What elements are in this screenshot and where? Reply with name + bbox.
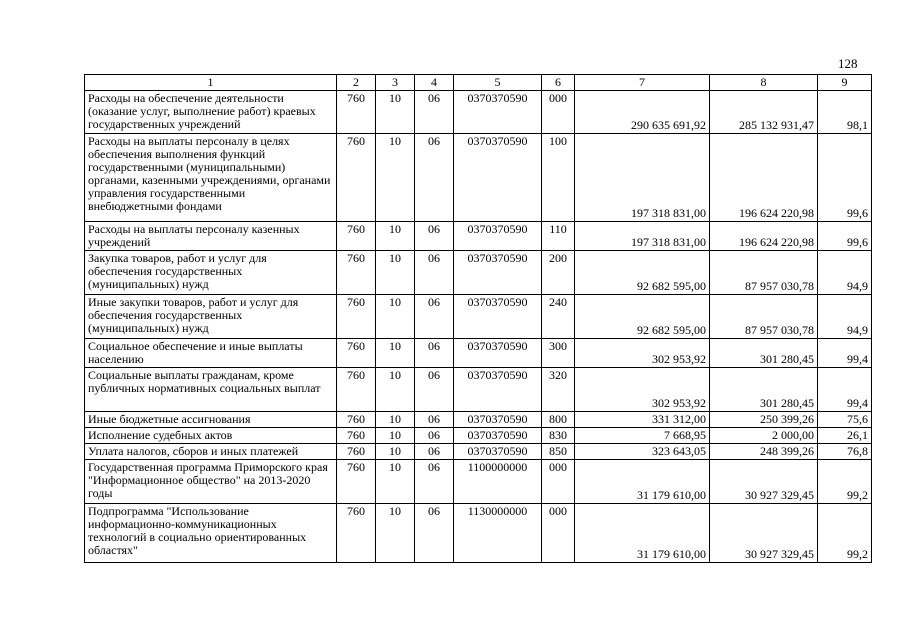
row-percent: 94,9 [818,251,872,295]
row-cell-6: 240 [542,295,575,339]
row-name-cell: Социальное обеспечение и иные выплаты населению [85,339,337,368]
table-row [85,222,872,251]
row-name-cell: Подпрограмма "Использование информационно-коммуникационных технологий в социально ориентированных областях" [85,504,337,563]
row-amount-plan: 31 179 610,00 [575,460,710,504]
row-cell-5: 0370370590 [454,251,542,295]
table-row [85,134,872,222]
row-cell-3: 10 [376,504,415,563]
row-cell-2: 760 [337,444,376,460]
row-cell-3: 10 [376,339,415,368]
row-cell-4: 06 [415,428,454,444]
row-cell-3: 10 [376,134,415,222]
row-name-cell: Расходы на выплаты персоналу казенных учреждений [85,222,337,251]
table-row [85,295,872,339]
row-amount-plan: 197 318 831,00 [575,222,710,251]
row-amount-actual: 30 927 329,45 [710,460,818,504]
row-cell-5: 0370370590 [454,339,542,368]
row-cell-3: 10 [376,295,415,339]
row-amount-plan: 7 668,95 [575,428,710,444]
row-cell-6: 200 [542,251,575,295]
row-cell-5: 1130000000 [454,504,542,563]
table-row [85,339,872,368]
table-row [85,412,872,428]
row-amount-actual: 87 957 030,78 [710,251,818,295]
row-amount-actual: 87 957 030,78 [710,295,818,339]
row-cell-6: 000 [542,91,575,134]
row-percent: 99,4 [818,368,872,412]
row-percent: 76,8 [818,444,872,460]
row-cell-5: 1100000000 [454,460,542,504]
row-cell-6: 830 [542,428,575,444]
table-row [85,368,872,412]
row-amount-actual: 2 000,00 [710,428,818,444]
row-percent: 99,6 [818,222,872,251]
header-cell-9: 9 [818,75,872,91]
row-cell-2: 760 [337,460,376,504]
row-name-cell: Государственная программа Приморского края "Информационное общество" на 2013-2020 годы [85,460,337,504]
row-cell-5: 0370370590 [454,444,542,460]
row-cell-3: 10 [376,91,415,134]
row-amount-actual: 248 399,26 [710,444,818,460]
table-row [85,91,872,134]
row-amount-plan: 290 635 691,92 [575,91,710,134]
table-row [85,444,872,460]
row-percent: 75,6 [818,412,872,428]
row-cell-4: 06 [415,222,454,251]
row-cell-6: 000 [542,460,575,504]
row-cell-3: 10 [376,412,415,428]
row-amount-actual: 250 399,26 [710,412,818,428]
table-row [85,504,872,563]
row-cell-4: 06 [415,444,454,460]
row-amount-plan: 323 643,05 [575,444,710,460]
header-cell-2: 2 [337,75,376,91]
row-cell-6: 100 [542,134,575,222]
row-percent: 94,9 [818,295,872,339]
row-cell-6: 800 [542,412,575,428]
row-amount-actual: 30 927 329,45 [710,504,818,563]
header-cell-5: 5 [454,75,542,91]
row-cell-2: 760 [337,504,376,563]
row-cell-3: 10 [376,444,415,460]
row-amount-actual: 285 132 931,47 [710,91,818,134]
row-cell-6: 000 [542,504,575,563]
row-amount-actual: 301 280,45 [710,368,818,412]
row-cell-5: 0370370590 [454,428,542,444]
row-cell-5: 0370370590 [454,368,542,412]
row-amount-plan: 197 318 831,00 [575,134,710,222]
row-percent: 26,1 [818,428,872,444]
row-cell-4: 06 [415,134,454,222]
row-name-cell: Расходы на обеспечение деятельности (оказание услуг, выполнение работ) краевых государственных учреждений [85,91,337,134]
row-name-cell: Исполнение судебных актов [85,428,337,444]
table-header-row [85,75,872,91]
row-cell-2: 760 [337,412,376,428]
row-name-cell: Расходы на выплаты персоналу в целях обеспечения выполнения функций государственными (муниципальными) органами, казенными учреждениями, органами управления государственными внебюджетными фондами [85,134,337,222]
header-cell-8: 8 [710,75,818,91]
row-cell-4: 06 [415,504,454,563]
row-name-cell: Социальные выплаты гражданам, кроме публичных нормативных социальных выплат [85,368,337,412]
row-cell-2: 760 [337,295,376,339]
row-cell-3: 10 [376,428,415,444]
row-cell-3: 10 [376,222,415,251]
row-cell-5: 0370370590 [454,222,542,251]
row-percent: 99,2 [818,460,872,504]
row-cell-5: 0370370590 [454,295,542,339]
row-cell-6: 300 [542,339,575,368]
row-cell-3: 10 [376,460,415,504]
row-amount-plan: 92 682 595,00 [575,251,710,295]
row-cell-2: 760 [337,91,376,134]
row-amount-plan: 302 953,92 [575,368,710,412]
row-cell-4: 06 [415,295,454,339]
row-name-cell: Уплата налогов, сборов и иных платежей [85,444,337,460]
row-percent: 99,4 [818,339,872,368]
row-percent: 99,6 [818,134,872,222]
header-cell-6: 6 [542,75,575,91]
row-cell-4: 06 [415,412,454,428]
row-cell-4: 06 [415,251,454,295]
row-name-cell: Иные закупки товаров, работ и услуг для обеспечения государственных (муниципальных) нужд [85,295,337,339]
row-cell-4: 06 [415,368,454,412]
row-name-cell: Закупка товаров, работ и услуг для обеспечения государственных (муниципальных) нужд [85,251,337,295]
row-cell-6: 850 [542,444,575,460]
row-cell-4: 06 [415,91,454,134]
row-cell-4: 06 [415,339,454,368]
row-cell-6: 320 [542,368,575,412]
row-cell-2: 760 [337,428,376,444]
row-name-cell: Иные бюджетные ассигнования [85,412,337,428]
row-amount-plan: 31 179 610,00 [575,504,710,563]
header-cell-3: 3 [376,75,415,91]
table-row [85,251,872,295]
header-cell-7: 7 [575,75,710,91]
row-amount-plan: 92 682 595,00 [575,295,710,339]
row-amount-plan: 302 953,92 [575,339,710,368]
row-cell-5: 0370370590 [454,91,542,134]
row-cell-3: 10 [376,251,415,295]
budget-table [84,74,872,563]
row-cell-2: 760 [337,339,376,368]
row-percent: 99,2 [818,504,872,563]
row-amount-actual: 301 280,45 [710,339,818,368]
row-amount-actual: 196 624 220,98 [710,134,818,222]
header-cell-4: 4 [415,75,454,91]
row-cell-3: 10 [376,368,415,412]
row-cell-2: 760 [337,368,376,412]
header-cell-1: 1 [85,75,337,91]
row-cell-2: 760 [337,251,376,295]
page-number: 128 [838,56,858,71]
row-cell-2: 760 [337,134,376,222]
table-row [85,428,872,444]
row-amount-actual: 196 624 220,98 [710,222,818,251]
row-cell-4: 06 [415,460,454,504]
row-cell-5: 0370370590 [454,134,542,222]
row-amount-plan: 331 312,00 [575,412,710,428]
row-cell-6: 110 [542,222,575,251]
row-cell-2: 760 [337,222,376,251]
table-row [85,460,872,504]
row-cell-5: 0370370590 [454,412,542,428]
row-percent: 98,1 [818,91,872,134]
